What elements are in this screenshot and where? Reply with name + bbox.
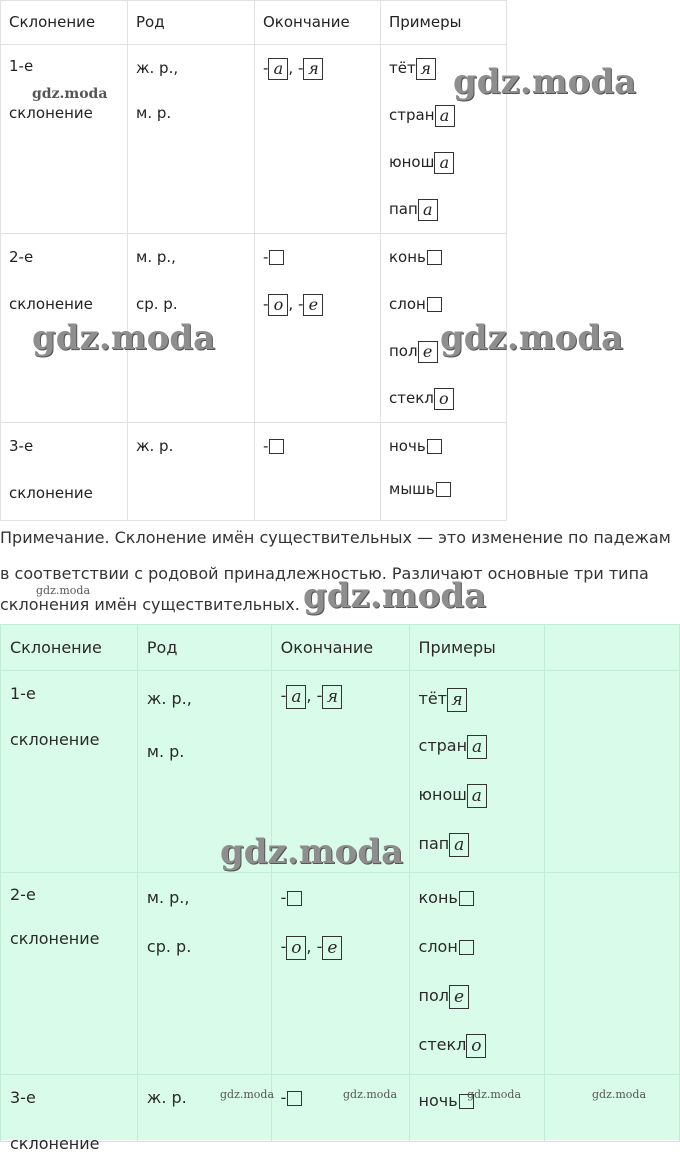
example: стран а	[419, 721, 536, 770]
row3-ending: -	[271, 1075, 409, 1142]
watermark: gdz.moda	[32, 86, 108, 102]
header-empty	[545, 625, 680, 671]
watermark: gdz.moda	[220, 1088, 275, 1101]
example: пап а	[389, 186, 498, 233]
row1-ending: - а , - я	[271, 671, 409, 873]
example: мышь	[389, 466, 498, 513]
header-gender: Род	[128, 1, 255, 45]
empty-ending-box	[269, 250, 284, 265]
watermark: gdz.moda	[303, 576, 487, 616]
row1-examples	[381, 45, 507, 234]
example: ночь	[389, 423, 498, 470]
empty-cell	[545, 873, 680, 1075]
row3-gender: ж. р.	[128, 423, 255, 521]
example: стекл о	[419, 1020, 536, 1069]
row1-declension: 1-е склонение	[1, 45, 128, 234]
row1-declension: 1-е склонение	[1, 671, 138, 873]
row3-ending: -	[255, 423, 381, 521]
row2-gender: м. р., ср. р.	[128, 234, 255, 423]
row3-declension: 3-е склонение	[1, 423, 128, 521]
row2-ending: - - о , - е	[255, 234, 381, 423]
watermark: gdz.moda	[592, 1088, 647, 1101]
row2-examples	[409, 873, 545, 1075]
watermark: gdz.moda	[440, 318, 624, 358]
row2-ending: - - о , - е	[271, 873, 409, 1075]
example: пап а	[419, 819, 536, 868]
row2-gender: м. р., ср. р.	[137, 873, 271, 1075]
example: тёт я	[389, 45, 498, 92]
row3-gender: ж. р.	[137, 1075, 271, 1142]
row2-declension: 2-е склонение	[1, 234, 128, 423]
example: конь	[389, 234, 498, 281]
note-line-1: Примечание. Склонение имён существительных — это изменение по падежам	[0, 528, 671, 547]
declension-table	[0, 0, 507, 521]
example: юнош а	[419, 770, 536, 819]
header-ending: Окончание	[255, 1, 381, 45]
example: пол е	[419, 971, 536, 1020]
watermark: gdz.moda	[343, 1088, 398, 1101]
example: пол е	[389, 328, 498, 375]
row1-gender: ж. р., м. р.	[128, 45, 255, 234]
header-gender: Род	[137, 625, 271, 671]
example: конь	[419, 873, 536, 922]
row1-examples	[409, 671, 545, 873]
example: слон	[389, 281, 498, 328]
row1-ending: - а , - я	[255, 45, 381, 234]
header-declension: Склонение	[1, 625, 138, 671]
header-ending: Окончание	[271, 625, 409, 671]
empty-cell	[545, 671, 680, 873]
header-examples: Примеры	[381, 1, 507, 45]
watermark: gdz.moda	[467, 1088, 522, 1101]
row3-examples	[381, 423, 507, 521]
watermark: gdz.moda	[36, 584, 91, 597]
watermark: gdz.moda	[32, 318, 216, 358]
watermark: gdz.moda	[453, 62, 637, 102]
row3-examples	[409, 1075, 545, 1142]
row1-gender: ж. р., м. р.	[137, 671, 271, 873]
empty-cell	[545, 1075, 680, 1142]
header-examples: Примеры	[409, 625, 545, 671]
example: стекл о	[389, 375, 498, 422]
watermark: gdz.moda	[220, 832, 404, 872]
row2-declension: 2-е склонение	[1, 873, 138, 1075]
example: юнош а	[389, 139, 498, 186]
note-line-3: склонения имён существительных.	[0, 595, 300, 614]
example: стран а	[389, 92, 498, 139]
row2-examples	[381, 234, 507, 423]
example: тёт я	[419, 671, 536, 721]
example: слон	[419, 922, 536, 971]
row3-declension: 3-е склонение	[1, 1075, 138, 1142]
declension-table-green	[0, 624, 680, 1153]
note-line-2: в соответствии с родовой принадлежностью. Различают основные три типа	[0, 564, 649, 583]
header-declension: Склонение	[1, 1, 128, 45]
example: ночь	[419, 1075, 536, 1124]
